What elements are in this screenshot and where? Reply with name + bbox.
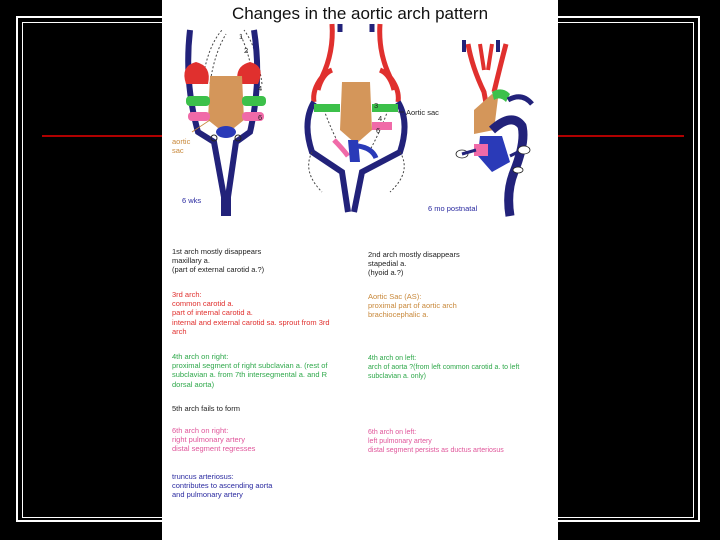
mid-arch-label-6: 6 <box>376 126 381 135</box>
mid-arch-label-4: 4 <box>378 114 383 123</box>
arch-label-2: 2 <box>244 46 249 55</box>
aortic-sac-label-middle: Aortic sac <box>406 108 439 117</box>
arch-label-4: 4 <box>258 84 263 93</box>
aortic-sac-label-left: aortic sac <box>172 137 191 155</box>
arch-label-1: 1 <box>239 32 244 41</box>
content-panel <box>162 0 558 540</box>
arch-label-6: 6 <box>258 113 263 122</box>
page-title: Changes in the aortic arch pattern <box>231 4 489 23</box>
early-embryo-diagram <box>184 30 266 216</box>
note-first-arch: 1st arch mostly disappears maxillary a. (part of external carotid a.?) <box>172 247 265 275</box>
note-third-arch: 3rd arch: common carotid a. part of internal carotid a. internal and external carotid sa. sprout from 3rd arch <box>172 290 330 336</box>
six-weeks-label: 6 wks <box>182 196 202 205</box>
intermediate-diagram <box>307 24 404 212</box>
note-fourth-arch-left: 4th arch on left: arch of aorta ?(from left common carotid a. to left subclavian a. only) <box>368 355 520 381</box>
note-fifth-arch: 5th arch fails to form <box>172 404 240 413</box>
note-second-arch: 2nd arch mostly disappears stapedial a. (hyoid a.?) <box>368 250 460 278</box>
note-truncus-arteriosus: truncus arteriosus: contributes to ascending aorta and pulmonary artery <box>172 472 273 500</box>
note-fourth-arch-right: 4th arch on right: proximal segment of right subclavian a. (rest of subclavian a. from 7th intersegmental a. and R dorsal aorta) <box>172 352 328 389</box>
aortic-arch-diagram <box>162 22 558 222</box>
note-sixth-arch-right: 6th arch on right: right pulmonary artery distal segment regresses <box>172 426 256 454</box>
note-aortic-sac: Aortic Sac (AS): proximal part of aortic arch brachiocephalic a. <box>368 292 457 320</box>
mid-arch-label-3: 3 <box>374 101 379 110</box>
postnatal-diagram <box>456 40 532 216</box>
six-months-label: 6 mo postnatal <box>428 204 478 213</box>
note-sixth-arch-left: 6th arch on left: left pulmonary artery distal segment persists as ductus arteriosus <box>368 429 504 455</box>
